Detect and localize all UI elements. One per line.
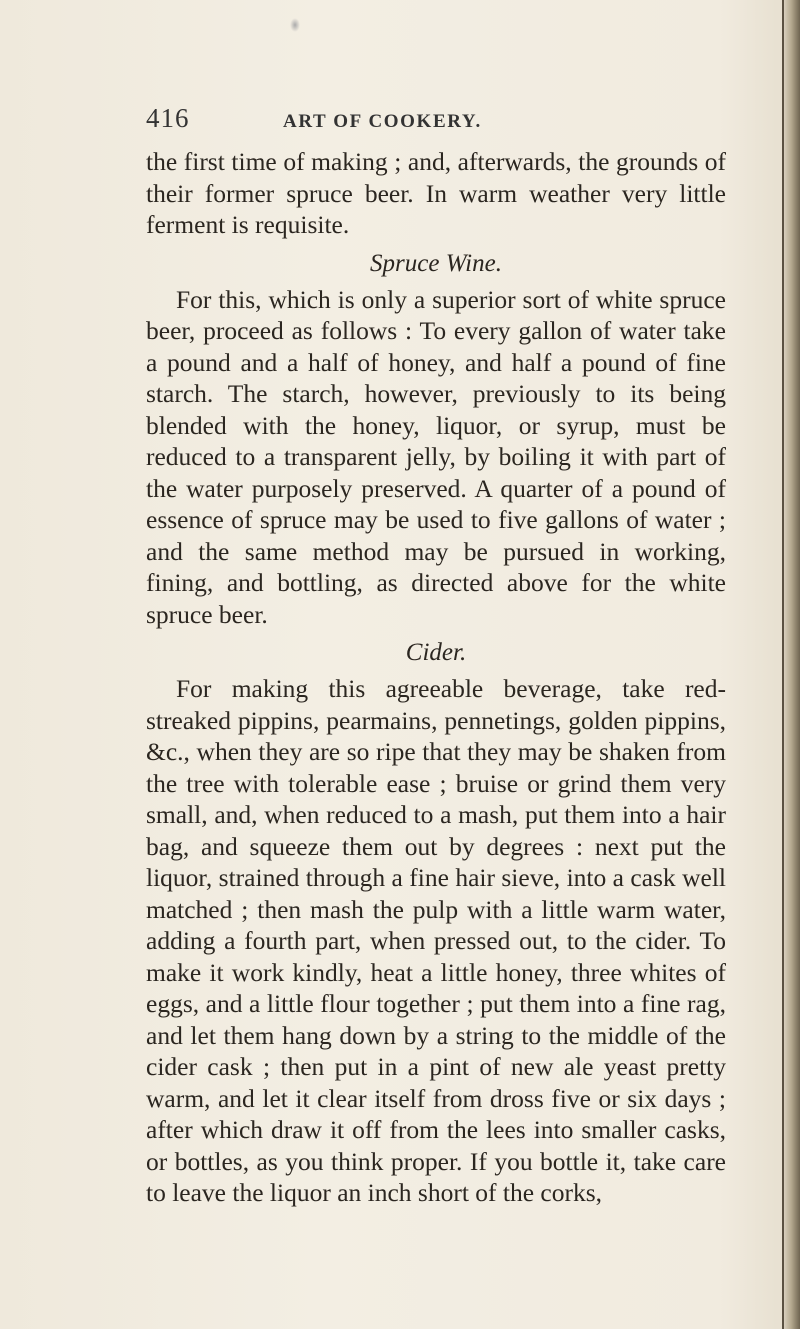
binding-edge bbox=[784, 0, 800, 1329]
page-header bbox=[146, 103, 726, 143]
page-body bbox=[146, 146, 726, 1209]
spruce-wine-paragraph: For this, which is only a superior sort of white spruce beer, proceed as follows : To every gallon of water take a pound and a half of honey, and half a pound of fine starch. The starch, however, previously to its being blended with the honey, liquor, or syrup, must be reduced to a transparent jelly, by boiling it with part of the water purposely preserved. A quarter of a pound of essence of spruce may be used to five gallons of water ; and the same method may be pursued in working, fining, and bottling, as directed above for the white spruce beer. bbox=[146, 284, 726, 629]
cider-paragraph: For making this agreeable beverage, take red-streaked pippins, pearmains, pennetings, golden pippins, &c., when they are so ripe that they may be shaken from the tree with tolerable ease ; bruise or grind them very small, and, when reduced to a mash, put them into a hair bag, and squeeze them out by degrees : next put the liquor, strained through a fine hair sieve, into a cask well matched ; then mash the pulp with a little warm water, adding a fourth part, when pressed out, to the cider. To make it work kindly, heat a little honey, three whites of eggs, and a little flour together ; put them into a fine rag, and let them hang down by a string to the middle of the cider cask ; then put in a pint of new ale yeast pretty warm, and let it clear itself from dross five or six days ; after which draw it off from the lees into smaller casks, or bottles, as you think proper. If you bottle it, take care to leave the liquor an inch short of the corks, bbox=[146, 674, 726, 1207]
ink-spot bbox=[290, 18, 300, 32]
section-title-cider: Cider. bbox=[405, 639, 467, 666]
page-number: 416 bbox=[146, 103, 190, 133]
section-title-spruce-wine: Spruce Wine. bbox=[370, 249, 502, 277]
running-head: ART OF COOKERY. bbox=[283, 111, 482, 132]
intro-paragraph: the first time of making ; and, afterwards, the grounds of their former spruce beer. In warm weather very little ferment is requisite. bbox=[146, 147, 726, 239]
